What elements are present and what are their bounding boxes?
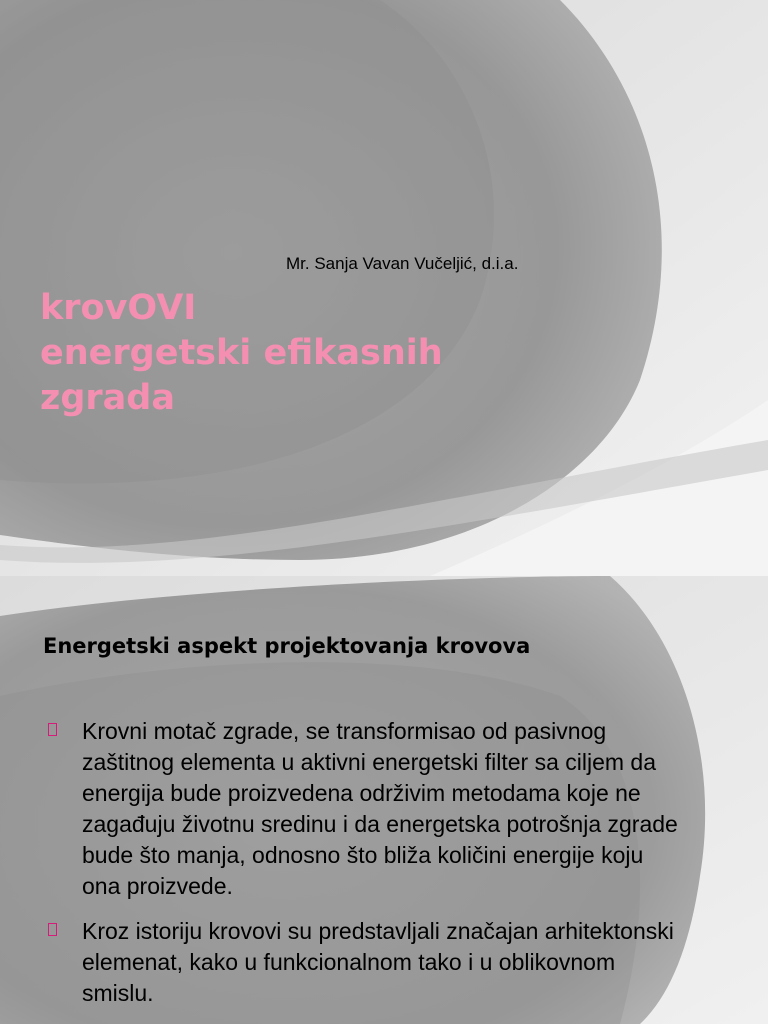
box-bullet-icon: [48, 923, 57, 936]
slide-heading: Energetski aspekt projektovanja krovova: [43, 634, 531, 658]
slide-subtitle-author: Mr. Sanja Vavan Vučeljić, d.i.a.: [286, 254, 519, 273]
box-bullet-icon: [48, 723, 57, 736]
title-line-2: energetski efikasnih: [40, 333, 443, 373]
title-line-3: zgrada: [40, 378, 175, 418]
bullet-text: Kroz istoriju krovovi su predstavljali značajan arhitektonski elemenat, kako u funkcionalnom tako i u oblikovnom smislu.: [82, 918, 674, 1006]
slide-main-title: [40, 286, 443, 421]
title-line-1: krovOVI: [40, 288, 197, 328]
bullet-list: [44, 716, 684, 1023]
bullet-text: Krovni motač zgrade, se transformisao od pasivnog zaštitnog elementa u aktivni energetski filter sa ciljem da energija bude proizvedena održivim metodama koje ne zagađuju životnu sredinu i da energetska potrošnja zgrade bude što manja, odnosno što bliža količini energije koju ona proizvede.: [82, 718, 678, 899]
list-item: [44, 716, 684, 902]
slide-content: [0, 576, 768, 1024]
list-item: [44, 916, 684, 1009]
